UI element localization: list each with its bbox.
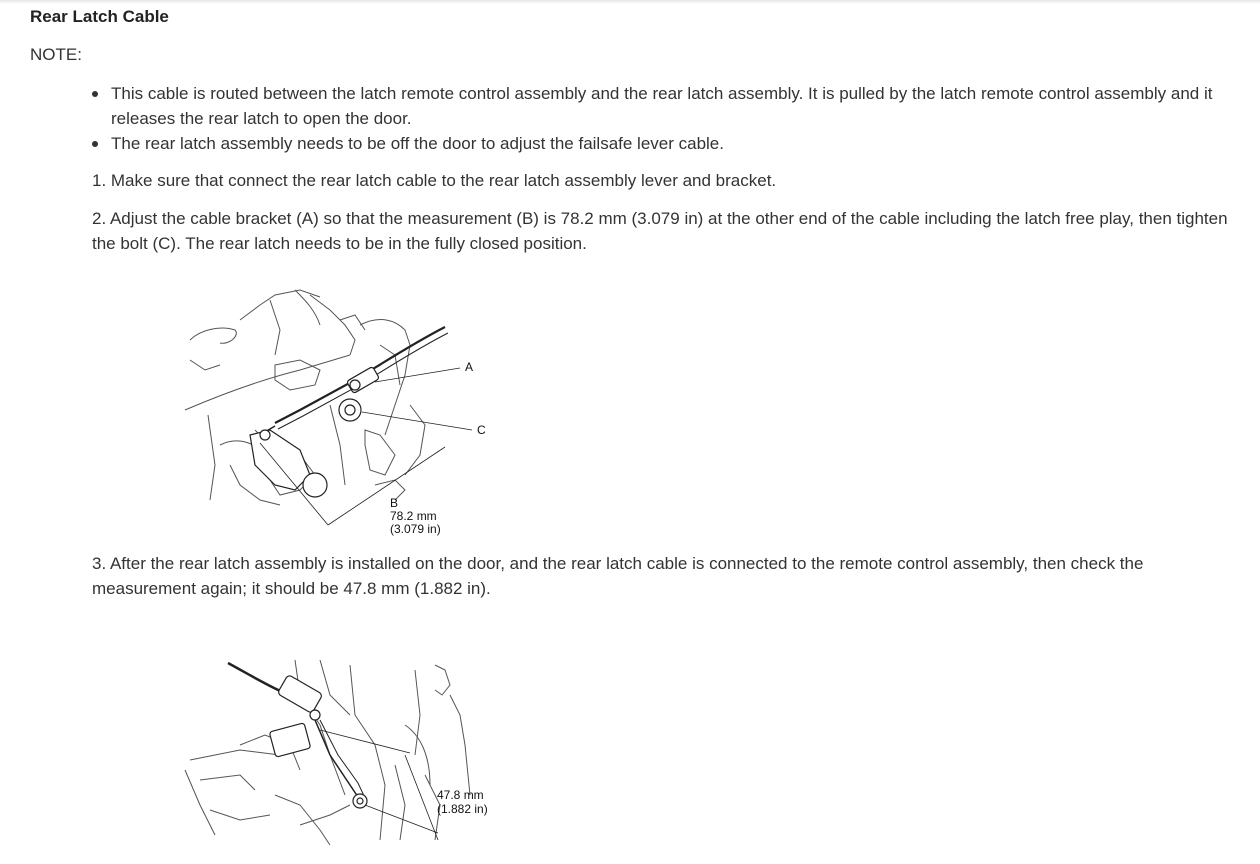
latch-lever: [250, 430, 327, 497]
top-shadow: [0, 0, 1260, 4]
measurement-mm: 47.8 mm: [437, 788, 484, 802]
measurement-in: (3.079 in): [390, 522, 441, 536]
figure-cable-bracket-diagram: [180, 285, 510, 540]
measurement-in: (1.882 in): [437, 802, 488, 816]
measurement-lines: [320, 730, 438, 840]
note-item: This cable is routed between the latch remote control assembly and the rear latch assembly. It is pulled by the latch remote control assembly and it releases the rear latch to open the door.: [92, 81, 1232, 131]
step-2: 2. Adjust the cable bracket (A) so that the measurement (B) is 78.2 mm (3.079 in) at the other end of the cable including the latch free play, then tighten the bolt (C). The rear latch needs to be in the fully closed position.: [92, 209, 1228, 253]
label-a: A: [465, 360, 474, 374]
label-b: B: [390, 496, 399, 510]
cable-end: [353, 794, 367, 808]
step-1: 1. Make sure that connect the rear latch cable to the rear latch assembly lever and bracket.: [92, 171, 777, 190]
page-title: Rear Latch Cable: [30, 7, 169, 26]
measurement-mm: 78.2 mm: [390, 509, 437, 523]
note-item: The rear latch assembly needs to be off the door to adjust the failsafe lever cable.: [92, 131, 1232, 156]
note-list: [92, 81, 1232, 156]
cable-bracket-a: [347, 366, 380, 393]
figure-installed-measurement-diagram: [180, 655, 510, 855]
cable-holder: [269, 674, 323, 757]
figure-2-labels: [437, 788, 488, 816]
bolt-c: [339, 399, 361, 421]
step-3: 3. After the rear latch assembly is installed on the door, and the rear latch cable is connected to the remote control assembly, then check the measurement again; it should be 47.8 mm (1.882 in).: [92, 554, 1144, 598]
label-c: C: [477, 423, 486, 437]
door-structure-drawing: [185, 660, 470, 845]
note-label: NOTE:: [30, 45, 82, 64]
figure-1-labels: [390, 360, 486, 536]
